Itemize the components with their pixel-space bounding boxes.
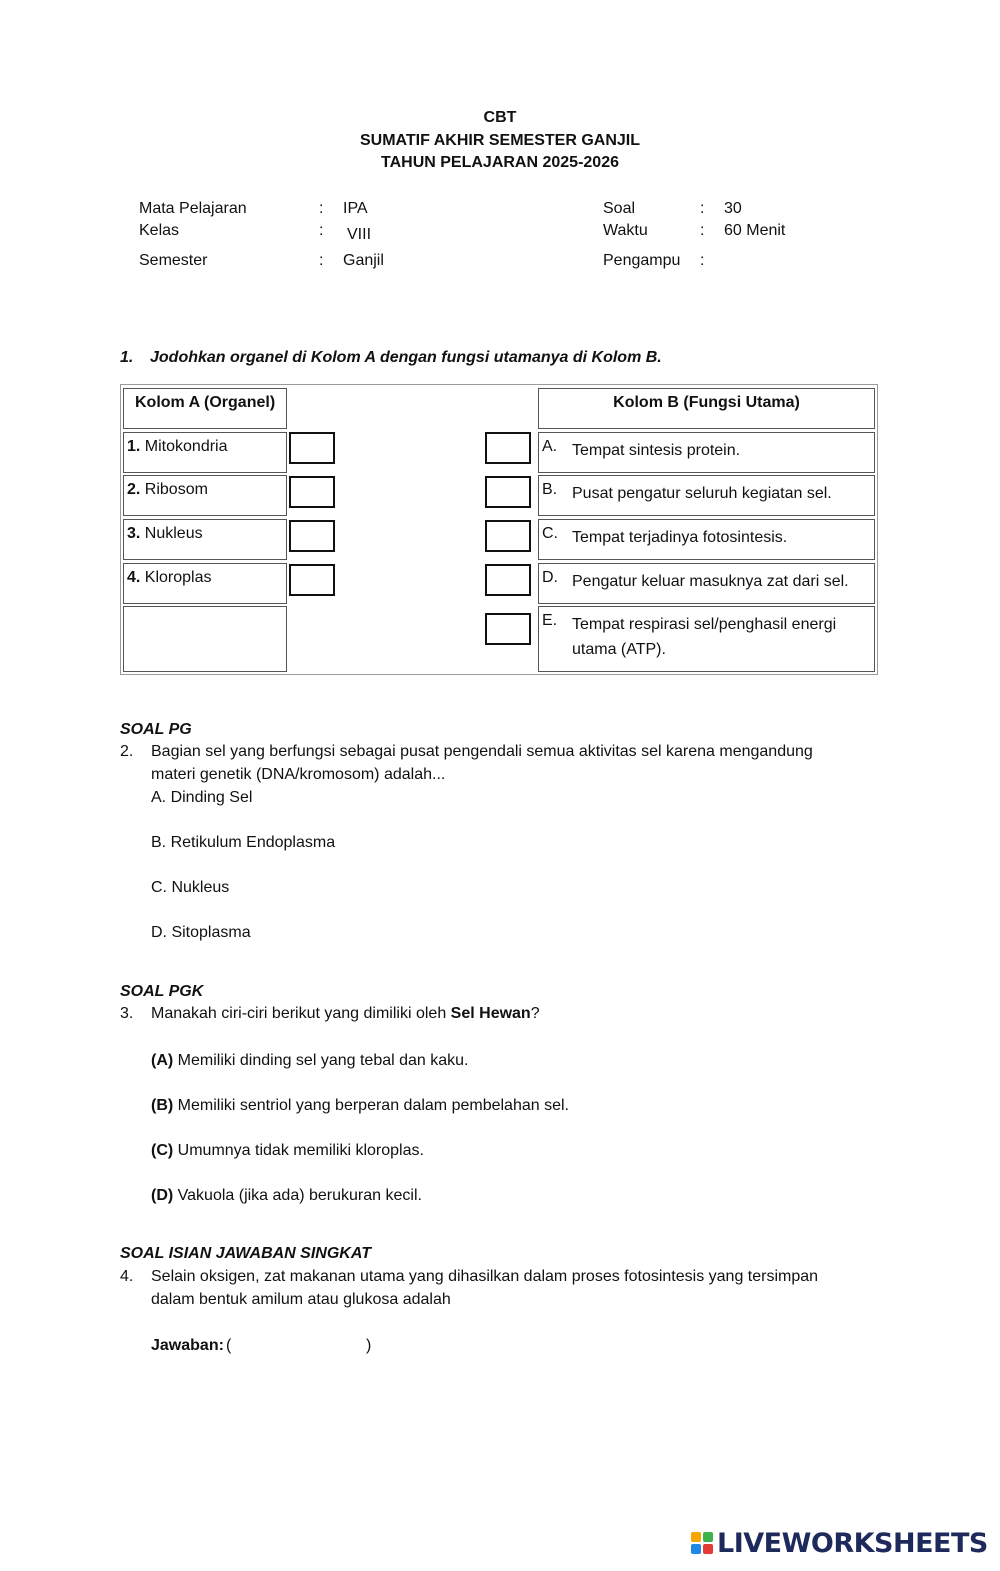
q4-answer-open: (: [226, 1337, 232, 1354]
col-a-header: Kolom A (Organel): [135, 394, 276, 411]
col-b-row: [538, 432, 875, 473]
answer-box-b-e[interactable]: [485, 613, 531, 645]
q3-section: SOAL PGK: [120, 983, 204, 1000]
pengampu-label: Pengampu: [603, 252, 681, 269]
title-year: TAHUN PELAJARAN 2025-2026: [381, 154, 619, 171]
waktu-value: 60 Menit: [724, 222, 786, 239]
answer-box-b-a[interactable]: [485, 432, 531, 464]
col-b-label: C.: [542, 525, 558, 542]
q4-line1: Selain oksigen, zat makanan utama yang dihasilkan dalam proses fotosintesis yang tersimpan: [151, 1268, 819, 1285]
q2-line1: Bagian sel yang berfungsi sebagai pusat pengendali semua aktivitas sel karena mengandung: [151, 743, 813, 760]
answer-box-a1[interactable]: [289, 432, 335, 464]
logo-tile: [691, 1544, 701, 1554]
q3-highlight: Sel Hewan: [450, 1005, 531, 1022]
q4-answer-field[interactable]: [236, 1335, 362, 1359]
col-b-row: [538, 563, 875, 604]
col-b-text-line2: utama (ATP).: [572, 641, 666, 658]
matching-table: [120, 384, 878, 675]
mapel-value: IPA: [343, 200, 368, 217]
waktu-label: Waktu: [603, 222, 648, 239]
soal-value: 30: [724, 200, 742, 217]
col-b-text: Pengatur keluar masuknya zat dari sel.: [572, 573, 849, 590]
q3-number: 3.: [120, 1005, 134, 1022]
colon: :: [319, 200, 324, 217]
col-b-text: Pusat pengatur seluruh kegiatan sel.: [572, 485, 832, 502]
logo-tile: [703, 1532, 713, 1542]
col-a-header-cell: [123, 388, 287, 429]
logo-text: LIVEWORKSHEETS: [717, 1527, 988, 1559]
col-b-label: B.: [542, 481, 558, 498]
kelas-label: Kelas: [139, 222, 180, 239]
col-b-header-cell: [538, 388, 875, 429]
answer-box-a2[interactable]: [289, 476, 335, 508]
answer-box-a4[interactable]: [289, 564, 335, 596]
col-a-text: Kloroplas: [144, 569, 212, 586]
logo-tile: [691, 1532, 701, 1542]
col-b-header: Kolom B (Fungsi Utama): [613, 394, 800, 411]
col-a-text: Mitokondria: [144, 438, 228, 455]
title-cbt: CBT: [483, 109, 517, 126]
q3-option-label: (D): [151, 1187, 174, 1204]
logo-tile: [703, 1544, 713, 1554]
col-b-text-line1: Tempat respirasi sel/penghasil energi: [572, 616, 837, 633]
q3-option-label: (B): [151, 1097, 174, 1114]
mapel-label: Mata Pelajaran: [139, 200, 247, 217]
q4-answer-label: Jawaban:: [151, 1337, 224, 1354]
q3-option-label: (A): [151, 1052, 174, 1069]
liveworksheets-logo: [691, 1528, 988, 1558]
q4-line2: dalam bentuk amilum atau glukosa adalah: [151, 1291, 451, 1308]
semester-value: Ganjil: [343, 252, 384, 269]
q2-option[interactable]: B. Retikulum Endoplasma: [151, 834, 336, 851]
q2-option[interactable]: D. Sitoplasma: [151, 924, 251, 941]
col-b-text: Tempat terjadinya fotosintesis.: [572, 529, 788, 546]
q1-instruction: Jodohkan organel di Kolom A dengan fungsi utamanya di Kolom B.: [150, 349, 662, 366]
colon: :: [319, 252, 324, 269]
col-a-text: Ribosom: [144, 481, 208, 498]
q2-number: 2.: [120, 743, 134, 760]
col-b-label: D.: [542, 569, 558, 586]
colon: :: [700, 252, 705, 269]
col-a-num: 4.: [127, 569, 141, 586]
q3-option[interactable]: (B) Memiliki sentriol yang berperan dalam pembelahan sel.: [151, 1097, 569, 1114]
logo-icon: [691, 1532, 713, 1554]
col-b-row: [538, 606, 875, 672]
q2-option[interactable]: C. Nukleus: [151, 879, 230, 896]
col-a-empty-row: [123, 606, 287, 672]
col-a-row: [123, 432, 287, 473]
q4-section: SOAL ISIAN JAWABAN SINGKAT: [120, 1245, 371, 1262]
q2-option[interactable]: A. Dinding Sel: [151, 789, 253, 806]
col-a-row: [123, 475, 287, 516]
q3-option-label: (C): [151, 1142, 174, 1159]
q3-option[interactable]: (D) Vakuola (jika ada) berukuran kecil.: [151, 1187, 422, 1204]
col-b-row: [538, 519, 875, 560]
q1-number: 1.: [120, 349, 134, 366]
col-b-row: [538, 475, 875, 516]
answer-box-b-c[interactable]: [485, 520, 531, 552]
col-a-row: [123, 563, 287, 604]
answer-box-b-d[interactable]: [485, 564, 531, 596]
colon: :: [700, 200, 705, 217]
col-a-num: 2.: [127, 481, 141, 498]
col-a-text: Nukleus: [144, 525, 203, 542]
colon: :: [319, 222, 324, 239]
kelas-value: VIII: [347, 226, 372, 243]
semester-label: Semester: [139, 252, 208, 269]
soal-label: Soal: [603, 200, 636, 217]
q3-question: Manakah ciri-ciri berikut yang dimiliki oleh Sel Hewan?: [151, 1005, 540, 1022]
col-b-label: E.: [542, 612, 558, 629]
colon: :: [700, 222, 705, 239]
q2-line2: materi genetik (DNA/kromosom) adalah...: [151, 766, 446, 783]
q3-option[interactable]: (A) Memiliki dinding sel yang tebal dan kaku.: [151, 1052, 469, 1069]
answer-box-b-b[interactable]: [485, 476, 531, 508]
col-b-text: Tempat sintesis protein.: [572, 442, 741, 459]
q4-answer-close: ): [366, 1337, 372, 1354]
q2-section: SOAL PG: [120, 721, 192, 738]
title-exam: SUMATIF AKHIR SEMESTER GANJIL: [359, 132, 640, 149]
answer-box-a3[interactable]: [289, 520, 335, 552]
col-a-num: 3.: [127, 525, 141, 542]
col-a-row: [123, 519, 287, 560]
q3-option[interactable]: (C) Umumnya tidak memiliki kloroplas.: [151, 1142, 424, 1159]
q4-number: 4.: [120, 1268, 134, 1285]
col-b-label: A.: [542, 438, 558, 455]
col-a-num: 1.: [127, 438, 141, 455]
